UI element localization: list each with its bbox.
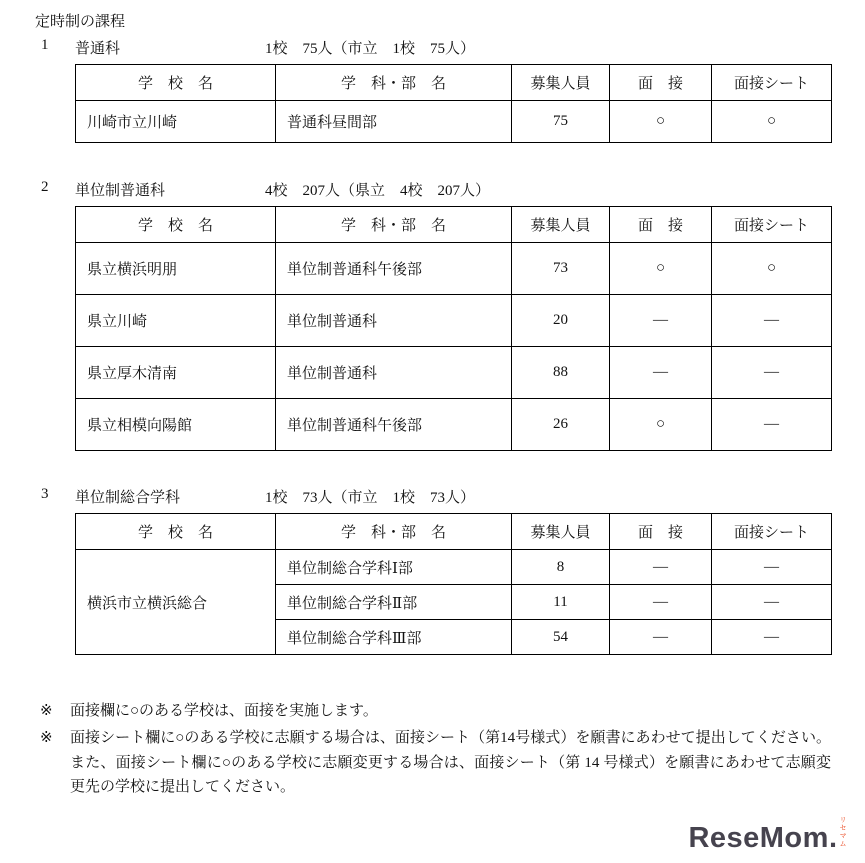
- cell-interview: ○: [610, 399, 712, 451]
- cell-school-name: 県立横浜明朋: [76, 243, 276, 295]
- footnote-text: 面接シート欄に○のある学校に志願する場合は、面接シート（第14号様式）を願書にあわせて提出してください。また、面接シート欄に○のある学校に志願変更する場合は、面接シート（第 14 号様式）を願書にあわせて志願変更先の学校に提出してください。: [70, 730, 831, 795]
- table-header-row: [76, 207, 832, 243]
- section-3-number: 3: [41, 486, 49, 502]
- cell-capacity: 11: [512, 585, 610, 620]
- col-header-interview: 面 接: [610, 514, 712, 550]
- cell-dept-name: 単位制総合学科Ⅲ部: [276, 620, 512, 655]
- cell-capacity: 73: [512, 243, 610, 295]
- cell-interview-sheet: ―: [712, 550, 832, 585]
- cell-interview: ―: [610, 347, 712, 399]
- cell-dept-name: 単位制総合学科Ⅱ部: [276, 585, 512, 620]
- cell-dept-name: 単位制普通科午後部: [276, 243, 512, 295]
- footnote-marker: ※: [40, 703, 53, 719]
- table-row: [76, 101, 832, 143]
- cell-interview-sheet: ―: [712, 620, 832, 655]
- col-header-school-name: 学 校 名: [76, 207, 276, 243]
- cell-interview-sheet: ―: [712, 295, 832, 347]
- table-tanisei-futsuka: [75, 206, 832, 451]
- cell-dept-name: 単位制普通科午後部: [276, 399, 512, 451]
- section-2-summary: 4校 207人（県立 4校 207人）: [265, 183, 491, 199]
- col-header-capacity: 募集人員: [512, 207, 610, 243]
- section-3-summary: 1校 73人（市立 1校 73人）: [265, 490, 476, 506]
- table-header-row: [76, 65, 832, 101]
- cell-school-name: 県立厚木清南: [76, 347, 276, 399]
- cell-interview-sheet: ―: [712, 347, 832, 399]
- section-3-heading: [0, 486, 865, 508]
- table-row: [76, 295, 832, 347]
- col-header-interview: 面 接: [610, 207, 712, 243]
- footnotes: [40, 699, 831, 799]
- cell-capacity: 26: [512, 399, 610, 451]
- cell-school-name: 県立川崎: [76, 295, 276, 347]
- footnote-marker: ※: [40, 730, 53, 747]
- cell-dept-name: 単位制総合学科Ⅰ部: [276, 550, 512, 585]
- col-header-school-name: 学 校 名: [76, 514, 276, 550]
- cell-school-name: 県立相模向陽館: [76, 399, 276, 451]
- resemom-logo: [688, 816, 847, 855]
- cell-interview: ○: [610, 101, 712, 143]
- footnote-1: [40, 699, 831, 723]
- col-header-capacity: 募集人員: [512, 65, 610, 101]
- footnote-2: [40, 726, 831, 799]
- cell-interview: ○: [610, 243, 712, 295]
- cell-dept-name: 単位制普通科: [276, 347, 512, 399]
- col-header-interview-sheet: 面接シート: [712, 514, 832, 550]
- table-tanisei-sogo: [75, 513, 832, 655]
- table-row: [76, 550, 832, 585]
- cell-capacity: 88: [512, 347, 610, 399]
- section-2-name: 単位制普通科: [75, 183, 166, 199]
- section-1-name: 普通科: [75, 41, 121, 57]
- table-row: [76, 243, 832, 295]
- resemom-logo-dot: .: [828, 822, 837, 854]
- cell-interview-sheet: ―: [712, 399, 832, 451]
- page-title: 定時制の課程: [35, 14, 126, 30]
- cell-dept-name: 単位制普通科: [276, 295, 512, 347]
- col-header-dept-name: 学 科・部 名: [276, 207, 512, 243]
- table-row: [76, 347, 832, 399]
- section-1-number: 1: [41, 37, 49, 53]
- table-futsuka: [75, 64, 832, 143]
- col-header-interview-sheet: 面接シート: [712, 65, 832, 101]
- cell-capacity: 54: [512, 620, 610, 655]
- table-row: [76, 399, 832, 451]
- cell-interview-sheet: ―: [712, 585, 832, 620]
- cell-interview-sheet: ○: [712, 243, 832, 295]
- cell-capacity: 75: [512, 101, 610, 143]
- cell-interview-sheet: ○: [712, 101, 832, 143]
- table-header-row: [76, 514, 832, 550]
- section-1-summary: 1校 75人（市立 1校 75人）: [265, 41, 476, 57]
- section-3-name: 単位制総合学科: [75, 490, 181, 506]
- section-2-number: 2: [41, 179, 49, 195]
- cell-interview: ―: [610, 550, 712, 585]
- footnote-text: 面接欄に○のある学校は、面接を実施します。: [70, 703, 378, 719]
- cell-capacity: 8: [512, 550, 610, 585]
- section-1-heading: [0, 37, 865, 59]
- col-header-dept-name: 学 科・部 名: [276, 65, 512, 101]
- cell-dept-name: 普通科昼間部: [276, 101, 512, 143]
- col-header-school-name: 学 校 名: [76, 65, 276, 101]
- col-header-interview-sheet: 面接シート: [712, 207, 832, 243]
- cell-interview: ―: [610, 295, 712, 347]
- cell-school-name: 川崎市立川崎: [76, 101, 276, 143]
- col-header-interview: 面 接: [610, 65, 712, 101]
- resemom-logo-text: ReseMom: [688, 822, 829, 854]
- cell-school-name-merged: 横浜市立横浜総合: [76, 550, 276, 655]
- resemom-logo-ruby: リセマム: [839, 816, 846, 848]
- section-2-heading: [0, 179, 865, 201]
- cell-interview: ―: [610, 585, 712, 620]
- col-header-capacity: 募集人員: [512, 514, 610, 550]
- cell-interview: ―: [610, 620, 712, 655]
- col-header-dept-name: 学 科・部 名: [276, 514, 512, 550]
- cell-capacity: 20: [512, 295, 610, 347]
